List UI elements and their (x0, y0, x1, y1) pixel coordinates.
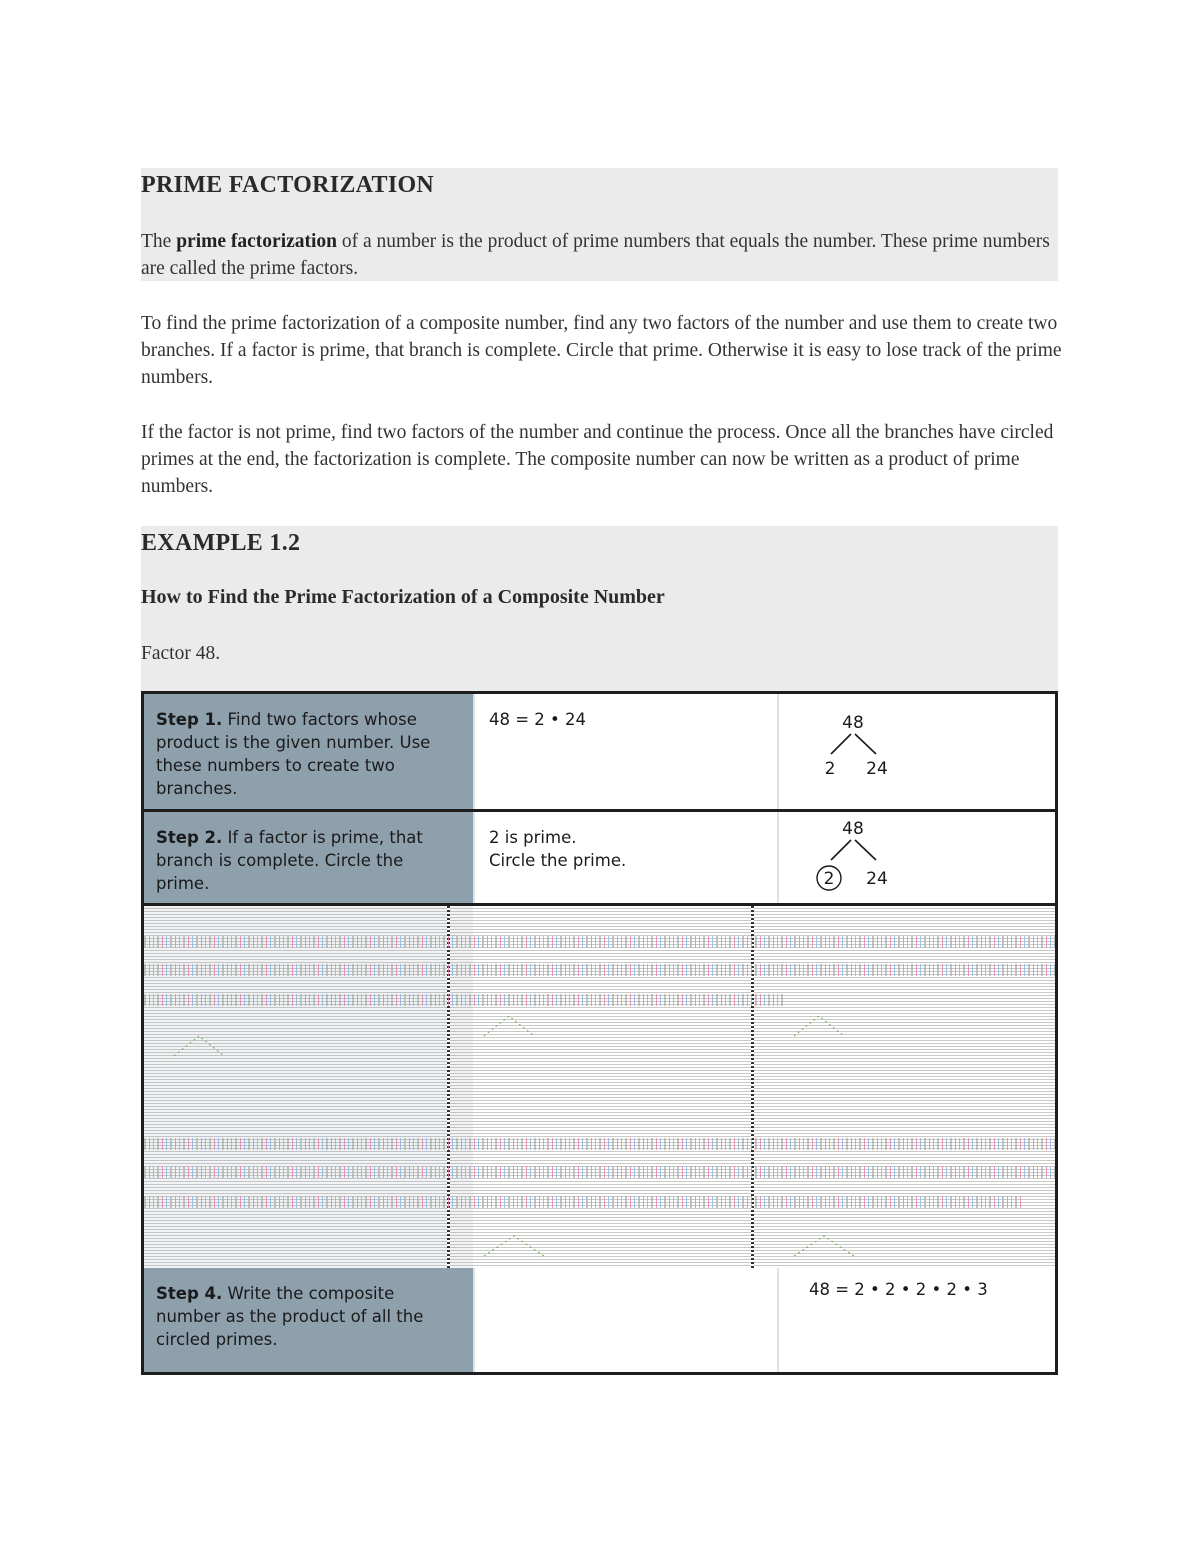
example-subheading: How to Find the Prime Factorization of a Composite Number (141, 586, 665, 608)
step-4-row (144, 1268, 1055, 1372)
corrupted-image-region (144, 906, 1055, 1268)
example-heading: EXAMPLE 1.2 (141, 530, 301, 556)
step-4-instruction: Step 4. Write the composite number as the product of all the circled primes. (144, 1268, 473, 1372)
step-4-result: 48 = 2 • 2 • 2 • 2 • 3 (777, 1268, 1055, 1372)
step-2-factor-tree (777, 812, 1055, 903)
instruction-paragraph-1: To find the prime factorization of a composite number, find any two factors of the number and use them to create two branches. If a factor is prime, that branch is complete. Circle that prime. Otherwise it is easy to lose track of the prime numbers. (141, 313, 1062, 388)
step-2-instruction: Step 2. If a factor is prime, that branch is complete. Circle the prime. (144, 812, 473, 903)
tree-left: 2 (824, 759, 836, 779)
step-1-row (144, 694, 1055, 812)
step-1-instruction: Step 1. Find two factors whose product is the given number. Use these numbers to create two branches. (144, 694, 473, 809)
step-2-work: 2 is prime. Circle the prime. (473, 812, 777, 903)
key-term: prime factorization (176, 231, 338, 252)
step-2-row (144, 812, 1055, 906)
tree-root: 48 (842, 819, 864, 839)
tree-right: 24 (866, 759, 888, 779)
definition-paragraph: The prime factorization of a number is the product of prime numbers that equals the number. These prime numbers are called the prime factors. (141, 231, 1050, 279)
tree-left: 2 (823, 869, 835, 889)
instruction-paragraph-2: If the factor is not prime, find two factors of the number and continue the process. Once all the branches have circled primes at the end, the factorization is complete. The composite number can now be written as a product of prime numbers. (141, 422, 1054, 497)
tree-root: 48 (842, 713, 864, 733)
step-4-work (473, 1268, 777, 1372)
tree-right: 24 (866, 869, 888, 889)
steps-table (141, 691, 1058, 1375)
step-1-work: 48 = 2 • 24 (473, 694, 777, 809)
section-heading: PRIME FACTORIZATION (141, 172, 435, 198)
example-prompt: Factor 48. (141, 643, 221, 664)
step-1-factor-tree (777, 694, 1055, 809)
